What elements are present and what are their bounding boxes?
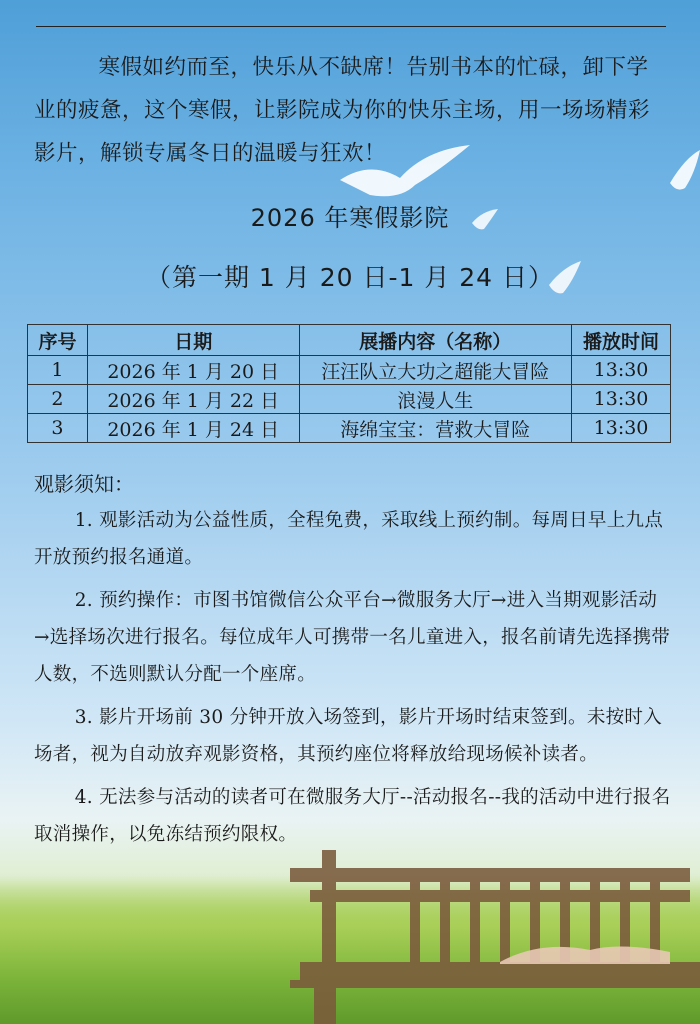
schedule-table [27, 324, 671, 443]
notice-heading: 观影须知： [34, 472, 134, 496]
notice-item: 2. 预约操作：市图书馆微信公众平台→微服务大厅→进入当期观影活动→选择场次进行报名。每位成年人可携带一名儿童进入，报名前请先选择携带人数，不选则默认分配一个座席。 [34, 590, 671, 685]
intro-paragraph: 寒假如约而至，快乐从不缺席！告别书本的忙碌，卸下学业的疲惫，这个寒假，让影院成为你的快乐主场，用一场场精彩影片，解锁专属冬日的温暖与狂欢！ [34, 55, 651, 166]
cell-content: 海绵宝宝：营救大冒险 [299, 414, 572, 443]
cell-time: 13:30 [572, 385, 671, 414]
header-index: 序号 [28, 325, 88, 356]
notice-list [34, 502, 672, 859]
notice-item: 3. 影片开场前 30 分钟开放入场签到，影片开场时结束签到。未按时入场者，视为自动放弃观影资格，其预约座位将释放给现场候补读者。 [34, 707, 663, 765]
cell-time: 13:30 [572, 414, 671, 443]
table-row [28, 385, 671, 414]
cell-index: 2 [28, 385, 88, 414]
cell-content: 浪漫人生 [299, 385, 572, 414]
table-row [28, 356, 671, 385]
notice-item: 4. 无法参与活动的读者可在微服务大厅--活动报名--我的活动中进行报名取消操作，以免冻结预约限权。 [34, 787, 671, 845]
cell-date: 2026 年 1 月 24 日 [87, 414, 299, 443]
cell-index: 3 [28, 414, 88, 443]
cell-content: 汪汪队立大功之超能大冒险 [299, 356, 572, 385]
top-rule [36, 26, 666, 27]
page-subtitle: （第一期 1 月 20 日-1 月 24 日） [145, 263, 555, 292]
cell-date: 2026 年 1 月 20 日 [87, 356, 299, 385]
header-content: 展播内容（名称） [299, 325, 572, 356]
cell-index: 1 [28, 356, 88, 385]
cell-date: 2026 年 1 月 22 日 [87, 385, 299, 414]
table-header-row [28, 325, 671, 356]
notice-item: 1. 观影活动为公益性质，全程免费，采取线上预约制。每周日早上九点开放预约报名通道。 [34, 510, 664, 568]
header-date: 日期 [87, 325, 299, 356]
cell-time: 13:30 [572, 356, 671, 385]
header-time: 播放时间 [572, 325, 671, 356]
bench-illustration [270, 850, 700, 1024]
page-title: 2026 年寒假影院 [250, 204, 450, 232]
dove-icon [665, 148, 700, 198]
table-row [28, 414, 671, 443]
